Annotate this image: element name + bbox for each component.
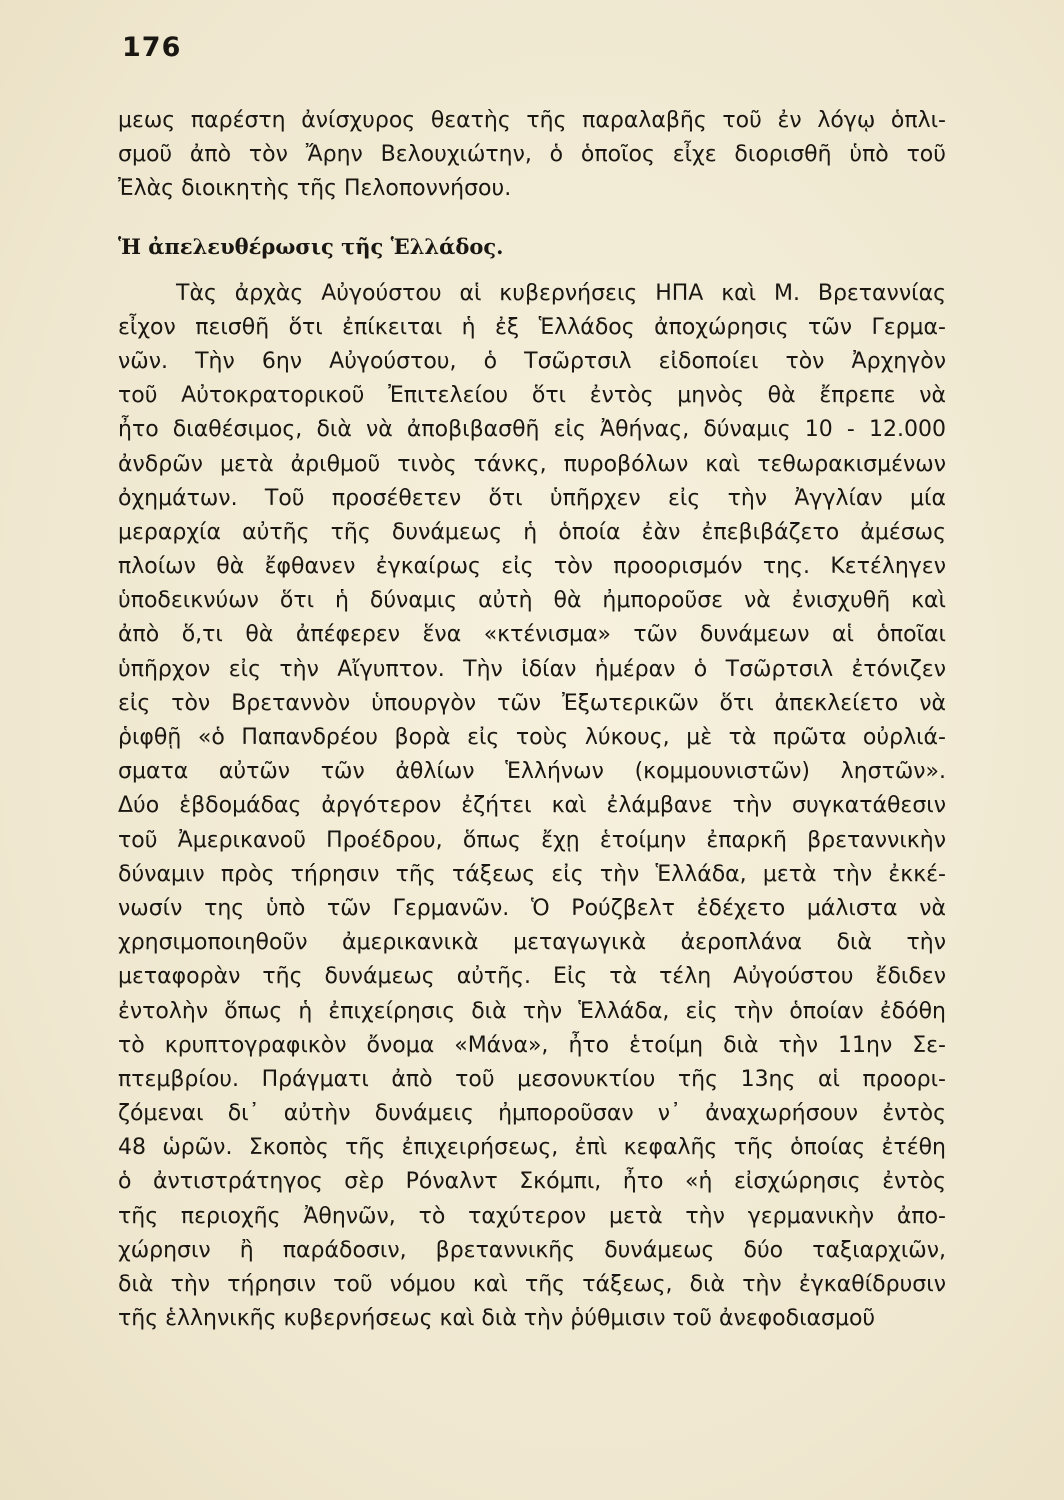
text-line: εἰς τὸν Βρεταννὸν ὑπουργὸν τῶν Ἐξωτερικῶν ὅτι ἀπεκλείετο νὰ — [118, 690, 946, 716]
text-line: ὑπῆρχον εἰς τὴν Αἴγυπτον. Τὴν ἰδίαν ἡμέραν ὁ Τσῶρτσιλ ἐτόνιζεν — [118, 656, 946, 682]
text-line: Τὰς ἀρχὰς Αὐγούστου αἱ κυβερνήσεις ΗΠΑ καὶ Μ. Βρεταννίας — [176, 280, 946, 306]
text-line: ὑποδεικνύων ὅτι ἡ δύναμις αὐτὴ θὰ ἠμποροῦσε νὰ ἐνισχυθῆ καὶ — [118, 588, 946, 614]
text-line: τοῦ Αὐτοκρατορικοῦ Ἐπιτελείου ὅτι ἐντὸς μηνὸς θὰ ἔπρεπε νὰ — [118, 383, 946, 409]
text-line: Δύο ἑβδομάδας ἀργότερον ἐζήτει καὶ ἐλάμβανε τὴν συγκατάθεσιν — [118, 793, 946, 819]
text-line: μεραρχία αὐτῆς τῆς δυνάμεως ἡ ὁποία ἐὰν ἐπεβιβάζετο ἀμέσως — [118, 519, 946, 545]
text-line: σμοῦ ἀπὸ τὸν Ἄρην Βελουχιώτην, ὁ ὁποῖος εἶχε διορισθῆ ὑπὸ τοῦ — [118, 142, 946, 168]
page-number: 176 — [122, 32, 182, 63]
section-heading: Ἡ ἀπελευθέρωσις τῆς Ἑλλάδος. — [118, 233, 504, 259]
body-text — [118, 104, 946, 1336]
text-line: ἀπὸ ὅ,τι θὰ ἀπέφερεν ἕνα «κτένισμα» τῶν δυνάμεων αἱ ὁποῖαι — [118, 622, 946, 648]
text-line: δύναμιν πρὸς τήρησιν τῆς τάξεως εἰς τὴν Ἑλλάδα, μετὰ τὴν ἐκκέ- — [118, 861, 946, 887]
text-line: ἀνδρῶν μετὰ ἀριθμοῦ τινὸς τάνκς, πυροβόλων καὶ τεθωρακισμένων — [118, 451, 946, 477]
text-line: ὁ ἀντιστράτηγος σὲρ Ρόναλντ Σκόμπι, ἦτο «ἡ εἰσχώρησις ἐντὸς — [118, 1169, 946, 1195]
text-line: ῥιφθῇ «ὁ Παπανδρέου βορὰ εἰς τοὺς λύκους, μὲ τὰ πρῶτα οὐρλιά- — [118, 725, 946, 750]
text-line: ὀχημάτων. Τοῦ προσέθετεν ὅτι ὑπῆρχεν εἰς τὴν Ἀγγλίαν μία — [118, 485, 946, 511]
text-line: τὸ κρυπτογραφικὸν ὄνομα «Μάνα», ἦτο ἑτοίμη διὰ τὴν 11ην Σε- — [118, 1032, 946, 1058]
text-line: ζόμεναι δι᾽ αὐτὴν δυνάμεις ἠμποροῦσαν ν᾽ ἀναχωρήσουν ἐντὸς — [118, 1101, 946, 1127]
text-line: Ἐλὰς διοικητὴς τῆς Πελοποννήσου. — [118, 176, 512, 202]
text-line: ἐντολὴν ὅπως ἡ ἐπιχείρησις διὰ τὴν Ἑλλάδα, εἰς τὴν ὁποίαν ἐδόθη — [118, 998, 946, 1024]
text-line: τῆς περιοχῆς Ἀθηνῶν, τὸ ταχύτερον μετὰ τὴν γερμανικὴν ἀπο- — [118, 1203, 946, 1229]
paragraph-2 — [118, 277, 946, 1337]
text-line: ἦτο διαθέσιμος, διὰ νὰ ἀποβιβασθῆ εἰς Ἀθήνας, δύναμις 10 - 12.000 — [118, 417, 946, 443]
text-line: τῆς ἑλληνικῆς κυβερνήσεως καὶ διὰ τὴν ῥύθμισιν τοῦ ἀνεφοδιασμοῦ — [118, 1306, 876, 1332]
text-line: μεταφορὰν τῆς δυνάμεως αὐτῆς. Εἰς τὰ τέλη Αὐγούστου ἔδιδεν — [118, 964, 946, 990]
text-line: τοῦ Ἀμερικανοῦ Προέδρου, ὅπως ἔχῃ ἑτοίμην ἐπαρκῆ βρεταννικὴν — [118, 827, 946, 853]
text-line: νῶν. Τὴν 6ην Αὐγούστου, ὁ Τσῶρτσιλ εἰδοποίει τὸν Ἀρχηγὸν — [118, 348, 946, 374]
text-line: πτεμβρίου. Πράγματι ἀπὸ τοῦ μεσονυκτίου τῆς 13ης αἱ προορι- — [118, 1066, 946, 1092]
text-line: σματα αὐτῶν τῶν ἀθλίων Ἑλλήνων (κομμουνιστῶν) ληστῶν». — [118, 759, 946, 785]
text-line: 48 ὡρῶν. Σκοπὸς τῆς ἐπιχειρήσεως, ἐπὶ κεφαλῆς τῆς ὁποίας ἐτέθη — [118, 1135, 946, 1161]
text-line: μεως παρέστη ἀνίσχυρος θεατὴς τῆς παραλαβῆς τοῦ ἐν λόγῳ ὁπλι- — [118, 108, 946, 133]
paragraph-1 — [118, 104, 946, 207]
text-line: πλοίων θὰ ἔφθανεν ἐγκαίρως εἰς τὸν προορισμόν της. Κετέληγεν — [118, 554, 946, 580]
text-line: χρησιμοποιηθοῦν ἀμερικανικὰ μεταγωγικὰ ἀεροπλάνα διὰ τὴν — [118, 930, 946, 956]
text-line: εἶχον πεισθῆ ὅτι ἐπίκειται ἡ ἐξ Ἑλλάδος ἀποχώρησις τῶν Γερμα- — [118, 314, 946, 340]
text-line: νωσίν της ὑπὸ τῶν Γερμανῶν. Ὁ Ρούζβελτ ἐδέχετο μάλιστα νὰ — [118, 895, 946, 921]
text-line: διὰ τὴν τήρησιν τοῦ νόμου καὶ τῆς τάξεως, διὰ τὴν ἐγκαθίδρυσιν — [118, 1272, 946, 1297]
text-line: χώρησιν ἢ παράδοσιν, βρεταννικῆς δυνάμεως δύο ταξιαρχιῶν, — [118, 1237, 946, 1263]
